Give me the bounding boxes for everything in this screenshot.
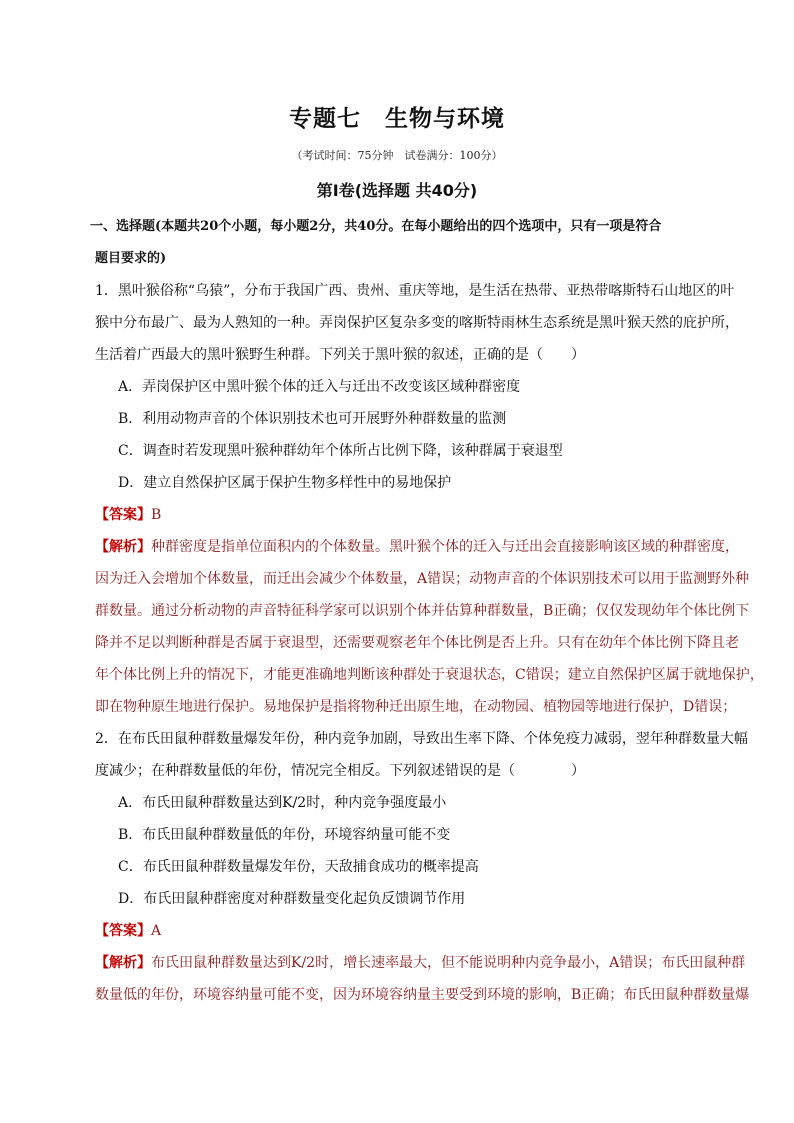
- answer-value: A: [151, 923, 162, 939]
- analysis-label: 【解析】: [95, 539, 151, 555]
- q1-analysis-line-4: 降并不足以判断种群是否属于衰退型，还需要观察老年个体比例是否上升。只有在幼年个体比例下降且老: [95, 635, 739, 651]
- q2-stem-line-2: 度减少；在种群数量低的年份，情况完全相反。下列叙述错误的是（ ）: [95, 763, 585, 779]
- q2-analysis-line-1: [95, 947, 746, 979]
- analysis-label: 【解析】: [95, 955, 151, 971]
- q2-option-a: A．布氏田鼠种群数量达到K/2时，种内竞争强度最小: [118, 795, 447, 811]
- instructions-line-1: 一、选择题(本题共20个小题，每小题2分，共40分。在每小题给出的四个选项中，只有一项是符合: [90, 219, 662, 234]
- q2-option-d: D．布氏田鼠种群密度对种群数量变化起负反馈调节作用: [118, 891, 466, 907]
- q1-analysis-line-3: 群数量。通过分析动物的声音特征科学家可以识别个体并估算种群数量，B正确；仅仅发现幼年个体比例下: [95, 603, 750, 619]
- q2-analysis-line-2: 数量低的年份，环境容纳量可能不变，因为环境容纳量主要受到环境的影响，B正确；布氏田鼠种群数量爆: [95, 987, 750, 1003]
- q2-option-c: C．布氏田鼠种群数量爆发年份，天敌捕食成功的概率提高: [118, 859, 479, 875]
- answer-value: B: [151, 507, 162, 523]
- q1-analysis-line-2: 因为迁入会增加个体数量，而迁出会减少个体数量，A错误；动物声音的个体识别技术可以用于监测野外种: [95, 571, 750, 587]
- exam-info: （考试时间：75分钟 试卷满分：100分）: [291, 149, 503, 162]
- analysis-text: 种群密度是指单位面积内的个体数量。黑叶猴个体的迁入与迁出会直接影响该区域的种群密度，: [151, 539, 739, 555]
- q2-answer: [95, 915, 735, 947]
- q1-option-b: B．利用动物声音的个体识别技术也可开展野外种群数量的监测: [118, 411, 507, 427]
- q1-option-c: C．调查时若发现黑叶猴种群幼年个体所占比例下降，该种群属于衰退型: [118, 443, 563, 459]
- q1-stem-line-3: 生活着广西最大的黑叶猴野生种群。下列关于黑叶猴的叙述，正确的是（ ）: [95, 347, 585, 363]
- q1-analysis-line-5: 年个体比例上升的情况下，才能更准确地判断该种群处于衰退状态，C错误；建立自然保护区属于就地保护，: [95, 667, 764, 683]
- q1-analysis-line-6: 即在物种原生地进行保护。易地保护是指将物种迁出原生地，在动物园、植物园等地进行保护，D错误；: [95, 699, 737, 715]
- q2-stem-line-1: 2．在布氏田鼠种群数量爆发年份，种内竞争加剧，导致出生率下降、个体免疫力减弱，翌年种群数量大幅: [95, 731, 748, 747]
- answer-label: 【答案】: [95, 507, 151, 523]
- analysis-text: 布氏田鼠种群数量达到K/2时，增长速率最大，但不能说明种内竞争最小，A错误；布氏田鼠种群: [151, 955, 746, 971]
- q1-option-d: D．建立自然保护区属于保护生物多样性中的易地保护: [118, 475, 452, 491]
- q1-stem-line-1: 1．黑叶猴俗称“乌猿”，分布于我国广西、贵州、重庆等地，是生活在热带、亚热带喀斯特石山地区的叶: [95, 283, 735, 299]
- instructions-line-2: 题目要求的): [95, 251, 167, 266]
- q2-option-b: B．布氏田鼠种群数量低的年份，环境容纳量可能不变: [118, 827, 451, 843]
- q1-analysis-line-1: [95, 531, 739, 563]
- q1-stem-line-2: 猴中分布最广、最为人熟知的一种。弄岗保护区复杂多变的喀斯特雨林生态系统是黑叶猴天然的庇护所，: [95, 315, 739, 331]
- q1-answer: [95, 499, 735, 531]
- q1-option-a: A．弄岗保护区中黑叶猴个体的迁入与迁出不改变该区域种群密度: [118, 379, 521, 395]
- answer-label: 【答案】: [95, 923, 151, 939]
- section-title: 第Ⅰ卷(选择题 共40分): [316, 181, 478, 200]
- page-title: 专题七 生物与环境: [289, 106, 505, 132]
